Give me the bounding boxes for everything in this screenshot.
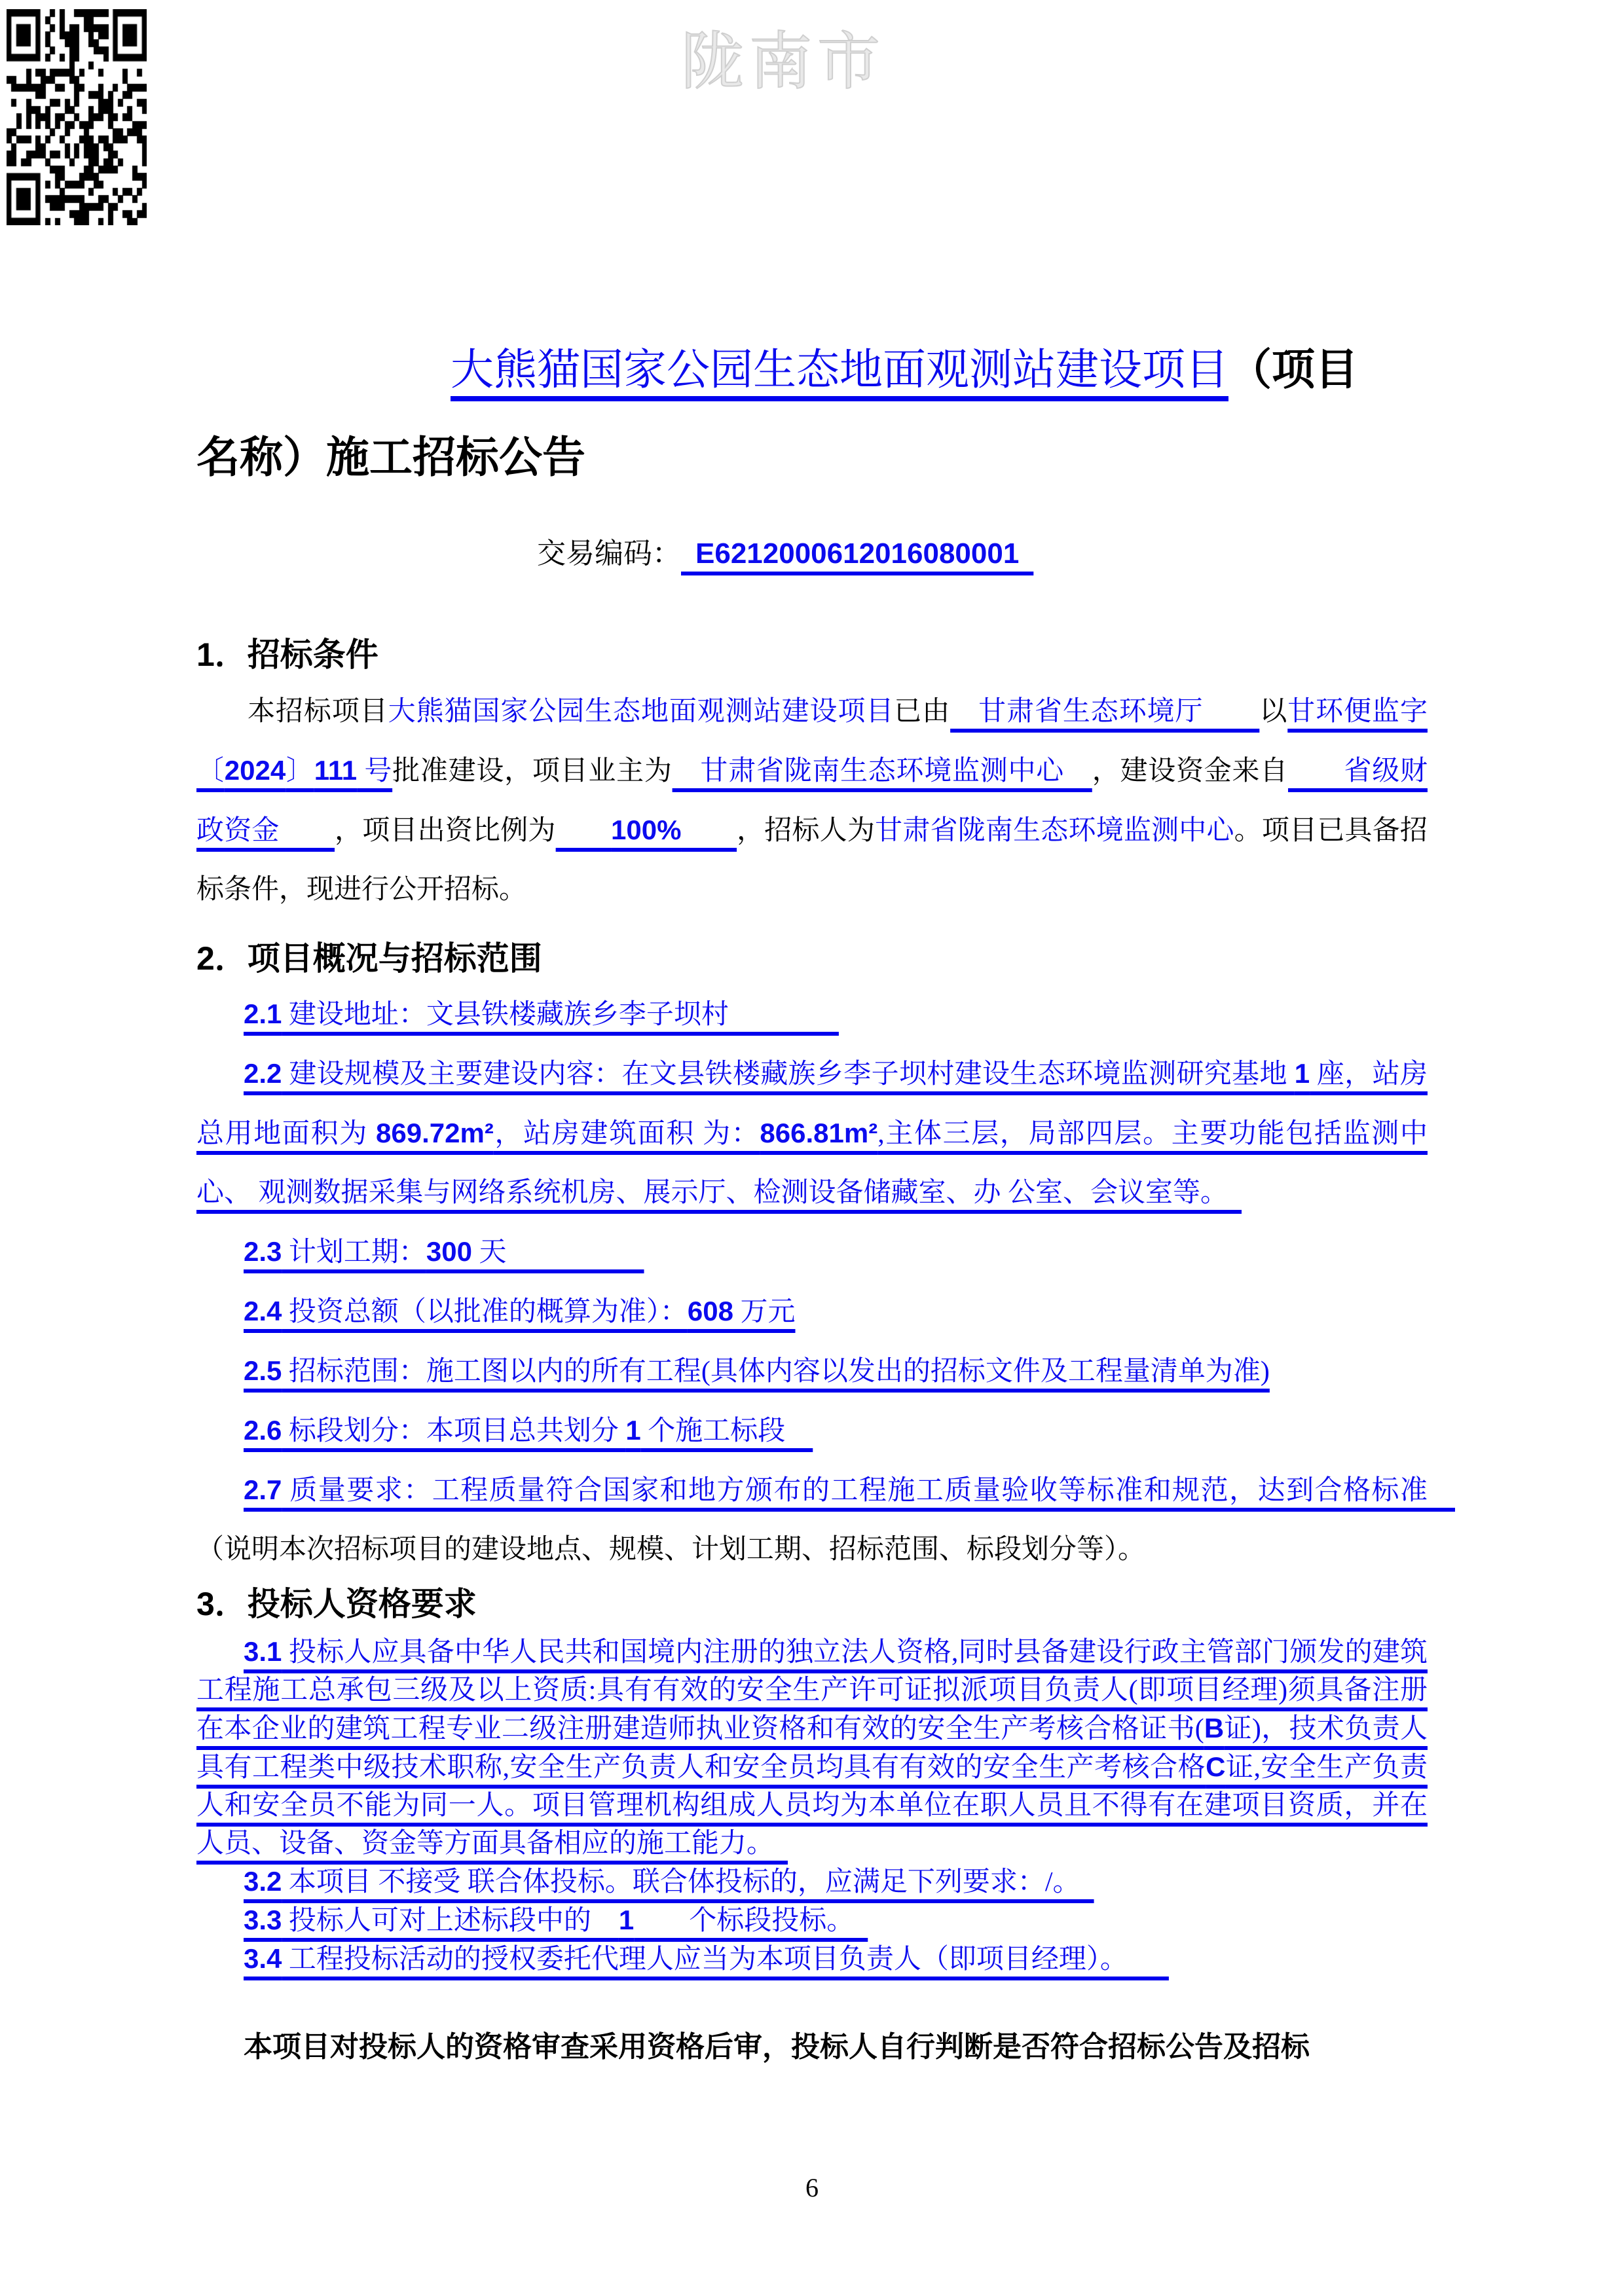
text-segment: 证)，技术负责人具有工程类中级技术职称,安全生产负责人和安全员均具有有效的安全生产考核合格 xyxy=(196,1714,1428,1783)
text-segment: 大熊猫国家公园生态地面观测站建设项目 xyxy=(388,697,895,727)
text-segment: ，项目出资比例为 xyxy=(335,816,556,846)
section1-paragraph xyxy=(196,682,1428,919)
text-segment: 869.72m² xyxy=(376,1118,494,1148)
text-segment: 608 xyxy=(687,1296,733,1326)
text-segment: ，建设资金来自 xyxy=(1092,756,1288,786)
text-segment: 万元 xyxy=(733,1297,796,1327)
text-segment: 甘肃省生态环境厅 xyxy=(950,697,1260,727)
text-segment xyxy=(556,816,611,846)
text-segment: 质量要求：工程质量符合国家和地方颁布的工程施工质量验收等标准和规范，达到合格标准 xyxy=(282,1476,1455,1506)
section2-items xyxy=(196,985,1455,1579)
text-segment: 证,安全生产负责人和安全员不能为同一人。项目管理机构组成人员均为本单位在职人员且不得有在建项目资质，并在人员、设备、资金等方面具备相应的施工能力。 xyxy=(196,1753,1428,1859)
item-2-6 xyxy=(196,1401,1428,1461)
text-segment: ,主体三层，局部四层。主要功能包括监测中心、 观测数据采集与网络系统机房、展示厅、检测设备储藏室、办 公室、会议室等。 xyxy=(196,1119,1428,1208)
document-content xyxy=(196,0,1455,2068)
text-segment: ，站房建筑面积 为： xyxy=(493,1119,760,1149)
text-segment: 。项目已具备招标条件，现进行公开招标。 xyxy=(196,816,1428,905)
text-segment: 866.81m² xyxy=(760,1118,878,1148)
text-segment: 2024 xyxy=(224,755,286,786)
item-3-4 xyxy=(196,1940,1428,1978)
text-segment: 工程投标活动的授权委托代理人应当为本项目负责人（即项目经理）。 xyxy=(282,1944,1169,1975)
text-segment: 2.4 xyxy=(244,1296,282,1326)
trade-code-line xyxy=(196,533,1428,575)
document-title-line2: 名称）施工招标公告 xyxy=(196,433,585,481)
text-segment: 1 xyxy=(1294,1058,1310,1089)
text-segment: 111 xyxy=(314,755,358,786)
text-segment: （说明本次招标项目的建设地点、规模、计划工期、招标范围、标段划分等）。 xyxy=(196,1535,1146,1565)
text-segment: 甘肃省陇南生态环境监测中心 xyxy=(875,816,1234,846)
text-segment: 100% xyxy=(611,814,682,845)
text-segment: 本项目 不接受 联合体投标。联合体投标的，应满足下列要求：/。 xyxy=(282,1867,1094,1897)
text-segment: 3.1 xyxy=(244,1636,282,1667)
item-2-5 xyxy=(196,1341,1428,1401)
item-2-3 xyxy=(196,1222,1428,1282)
text-segment: 个标段投标。 xyxy=(634,1906,868,1936)
text-segment: ，招标人为 xyxy=(737,816,876,846)
text-segment: 甘环便监字〔 xyxy=(196,697,1428,786)
section2-heading: 2．项目概况与招标范围 xyxy=(196,940,542,977)
text-segment: 3.4 xyxy=(244,1943,282,1974)
text-segment: E6212000612016080001 xyxy=(681,538,1034,570)
item-3-2 xyxy=(196,1863,1428,1901)
item-2-7 xyxy=(196,1461,1455,1579)
text-segment: （项目 xyxy=(1228,345,1358,393)
section1-heading: 1．招标条件 xyxy=(196,636,378,673)
page-number: 6 xyxy=(805,2173,819,2202)
text-segment: 2.3 xyxy=(244,1236,282,1267)
watermark: 陇南市 xyxy=(681,27,885,97)
item-2-4 xyxy=(196,1282,1428,1341)
text-segment: B xyxy=(1204,1713,1225,1743)
text-segment: 建设地址：文县铁楼藏族乡李子坝村 xyxy=(282,1000,839,1030)
text-segment: 3.3 xyxy=(244,1904,282,1935)
text-segment: 2.7 xyxy=(244,1474,282,1505)
text-segment: 300 xyxy=(426,1236,472,1267)
text-segment: 建设规模及主要建设内容：在文县铁楼藏族乡李子坝村建设生态环境监测研究基地 xyxy=(282,1059,1295,1089)
text-segment xyxy=(681,816,737,846)
text-segment: 2.5 xyxy=(244,1355,282,1386)
text-segment: 座，站房总用地面积为 xyxy=(196,1059,1428,1149)
text-segment: 2.1 xyxy=(244,998,282,1029)
text-segment: 标段划分：本项目总共划分 xyxy=(282,1416,626,1446)
text-segment: 大熊猫国家公园生态地面观测站建设项目 xyxy=(451,346,1228,394)
text-segment: 计划工期： xyxy=(282,1237,426,1267)
text-segment: 以 xyxy=(1259,697,1288,727)
item-2-1 xyxy=(196,985,1428,1044)
section3-heading: 3．投标人资格要求 xyxy=(196,1586,477,1622)
text-segment: 已由 xyxy=(894,697,951,727)
text-segment: 2.2 xyxy=(244,1058,282,1089)
text-segment: 1 xyxy=(625,1415,641,1446)
section3-items xyxy=(196,1633,1428,1978)
item-3-1 xyxy=(196,1633,1428,1863)
text-segment: 省级财政资金 xyxy=(196,756,1428,846)
text-segment: 本招标项目 xyxy=(248,697,388,727)
text-segment: 号 xyxy=(357,756,393,786)
document-title-line1 xyxy=(196,326,1428,414)
item-3-3 xyxy=(196,1901,1428,1940)
text-segment: 交易编码： xyxy=(537,538,681,570)
text-segment: 投标人可对上述标段中的 xyxy=(282,1906,619,1936)
text-segment: 投资总额（以批准的概算为准）： xyxy=(282,1297,688,1327)
text-segment: 招标范围：施工图以内的所有工程(具体内容以发出的招标文件及工程量清单为准) xyxy=(282,1357,1270,1387)
document-title xyxy=(196,0,1428,500)
text-segment: 2.6 xyxy=(244,1415,282,1446)
text-segment: 3.2 xyxy=(244,1866,282,1897)
text-segment: 1 xyxy=(618,1904,635,1935)
text-segment: 甘肃省陇南生态环境监测中心 xyxy=(672,756,1092,786)
text-segment: 投标人应具备中华人民共和国境内注册的独立法人资格,同时县备建设行政主管部门颁发的建筑工程施工总承包三级及以上资质:具有有效的安全生产许可证拟派项目负责人(即项目经理)须具备注册在本企业的建筑工程专业二级注册建造师执业资格和有效的安全生产考核合格证书( xyxy=(196,1637,1428,1744)
text-segment: C xyxy=(1206,1751,1226,1782)
text-segment: 批准建设，项目业主为 xyxy=(392,756,673,786)
text-segment: 天 xyxy=(471,1237,644,1267)
qualification-review-note: 本项目对投标人的资格审查采用资格后审，投标人自行判断是否符合招标公告及招标 xyxy=(244,2031,1310,2063)
qr-code-icon xyxy=(7,9,147,225)
text-segment: 〕 xyxy=(286,756,314,786)
text-segment: 个施工标段 xyxy=(640,1416,813,1446)
item-2-2 xyxy=(196,1044,1428,1222)
